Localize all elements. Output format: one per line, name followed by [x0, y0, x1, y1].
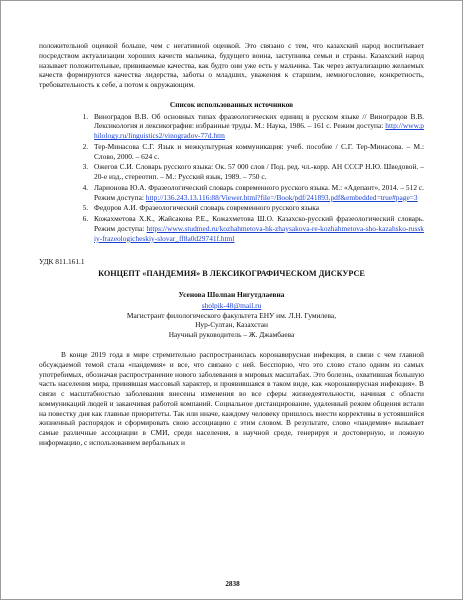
reference-item — [90, 162, 424, 182]
page-content — [39, 41, 424, 448]
reference-text: Кожахметова Х.К., Жайсакова Р.Е., Кожахметова Ш.О. Казахско-русский фразеологический словарь. Режим доступа: — [94, 214, 424, 234]
reference-item — [90, 142, 424, 162]
author-affiliation: Магистрант филологического факультета ЕНУ им. Л.Н. Гумилева, — [126, 310, 337, 320]
references-list — [39, 112, 424, 244]
reference-text: Виноградов В.В. Об основных типах фразеологических единиц в русском языке // Виноградов В.В. Лексикология и лексикография: избранные труды. М.: Наука, 1986. – 161 с. Режим доступа: — [94, 111, 424, 131]
author-email-link[interactable]: sholpik-48@mail.ru — [201, 300, 262, 310]
reference-text: Тер-Минасова С.Г. Язык и межкультурная коммуникация: учеб. пособие / С.Г. Тер-Минасова. – М.: Слово, 2000. – 624 с. — [94, 141, 424, 161]
reference-link[interactable]: https://www.studmed.ru/kozhahmetova-hk-zhaysakova-re-kozhahmetova-sho-kazahsko-russkiy-frazeologicheskiy-slovar_ff8a0d29741f.html — [94, 224, 424, 243]
top-paragraph: положительной оценкой больше, чем с негативной оценкой. Это связано с тем, что казахский народ воспитывает посредством актуализации хороших качеств мальчика, будущего воина, заступника семьи и страны. Казахский народ называет положительные, прививаемые качества, как будто они уже есть у мальчика. Так через актуализацию желаемых качеств формируются качества лидерства, заботы о младших, уважения к старшим, немногословие, конкретность, требовательность к себе, а потом к окружающим. — [39, 41, 424, 90]
spacer — [39, 340, 424, 350]
reference-text: Ларионова Ю.А. Фразеологический словарь современного русского языка. М.: «Адепант», 2014. – 512 с. Режим доступа: — [94, 182, 424, 202]
reference-item — [90, 112, 424, 141]
reference-text: Федоров А.И. Фразеологический словарь современного русского языка — [94, 203, 320, 213]
reference-link[interactable]: http://136.243.13.116:88/Viewer.html?file=/Book/pdf/241893.pdf&embedded=true#page=3 — [145, 192, 418, 202]
references-title: Список использованных источников — [169, 99, 294, 109]
author-name: Усенова Шолпан Нигутдлаевна — [178, 290, 285, 300]
reference-item — [90, 203, 424, 213]
reference-text: Ожегов С.И. Словарь русского языка: Ок. 57 000 слов / Под. ред. чл.-корр. АН СССР Н.Ю. Шведовой. – 20-е изд., стереотип. – М.: Русский язык, 1989. – 750 с. — [94, 162, 424, 182]
author-city: Нур-Султан, Казахстан — [195, 320, 268, 330]
author-supervisor: Научный руководитель – Ж. Джамбаева — [168, 330, 295, 340]
udk-code: УДК 811.161.1 — [39, 256, 85, 266]
author-email-line — [39, 301, 424, 311]
article-title: КОНЦЕПТ «ПАНДЕМИЯ» В ЛЕКСИКОГРАФИЧЕСКОМ ДИСКУРСЕ — [98, 269, 365, 279]
body-paragraph: В конце 2019 года в мире стремительно распространилась коронавирусная инфекция, в связи с чем главной обсуждаемой темой стала «пандемия» и все, что связано с ней. Бесспорно, что это слово стало одним из самых употребимых, обозначая распространение нового заболевания в мировых масштабах. Это болезнь, охватившая большую часть населения мира, принявшая массовый характер, и проявившаяся в таком виде, как «коронавирусная инфекция». В связи с масштабностью заболевания внесены изменения во все сферы жизнедеятельности, начиная с области коммуникаций людей и заканчивая работой компаний. Социальное дистанцирование, удаленный режим общения встали на повестку дня как главные приоритеты. Так или иначе, каждому человеку пришлось внести коррективы в устоявшийся жизненный распорядок и сформировать свою ассоциацию с этим словом. В результате, слово «пандемия» вызывает самые различные ассоциации в СМИ, среди населения, в научной среде, генерируя и достоверную, и ложную информацию, с использованием вербальных и — [39, 349, 424, 447]
reference-link[interactable]: http://www.philology.ru/linguistics2/vinogradov-77d.htm — [94, 121, 424, 141]
reference-item — [90, 183, 424, 203]
reference-item — [90, 214, 424, 243]
page-number: 2838 — [225, 580, 240, 588]
